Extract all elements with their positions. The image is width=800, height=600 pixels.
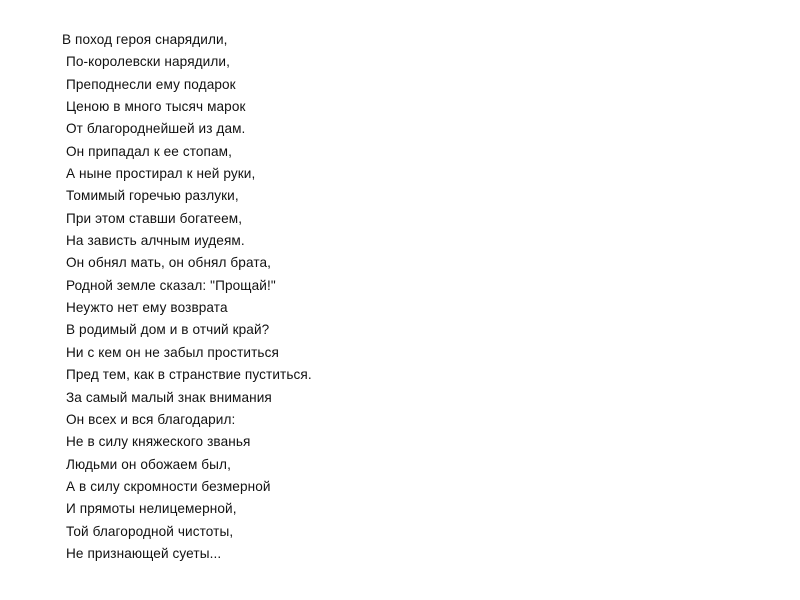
poem-line: Неужто нет ему возврата	[66, 300, 228, 316]
poem-line: Ни с кем он не забыл проститься	[66, 344, 279, 360]
poem-line: И прямоты нелицемерной,	[66, 501, 237, 517]
poem-line: Той благородной чистоты,	[66, 523, 234, 539]
poem-line: Ценою в много тысяч марок	[66, 99, 246, 115]
poem-line: Родной земле сказал: "Прощай!"	[66, 277, 276, 293]
poem-line: Он припадал к ее стопам,	[66, 143, 232, 159]
poem-line: Пред тем, как в странствие пуститься.	[66, 367, 312, 383]
poem-line: В родимый дом и в отчий край?	[66, 322, 270, 338]
poem-line: А в силу скромности безмерной	[66, 478, 271, 494]
poem-line: Он обнял мать, он обнял брата,	[66, 255, 272, 271]
poem-line: Людьми он обожаем был,	[66, 456, 231, 472]
poem-line: Не признающей суеты...	[66, 545, 222, 561]
poem-line: От благороднейшей из дам.	[66, 121, 246, 137]
poem-line: В поход героя снарядили,	[62, 32, 228, 47]
poem-text-block	[62, 29, 422, 565]
poem-line: При этом ставши богатеем,	[66, 210, 243, 226]
poem-line: А ныне простирал к ней руки,	[66, 166, 256, 182]
poem-line: Томимый горечью разлуки,	[66, 188, 239, 204]
poem-line: На зависть алчным иудеям.	[66, 233, 245, 249]
poem-line: За самый малый знак внимания	[66, 389, 272, 405]
poem-line: Он всех и вся благодарил:	[66, 411, 236, 427]
poem-line: Преподнесли ему подарок	[66, 76, 236, 92]
poem-line: Не в силу княжеского званья	[66, 434, 251, 450]
poem-line: По-королевски нарядили,	[66, 54, 230, 70]
